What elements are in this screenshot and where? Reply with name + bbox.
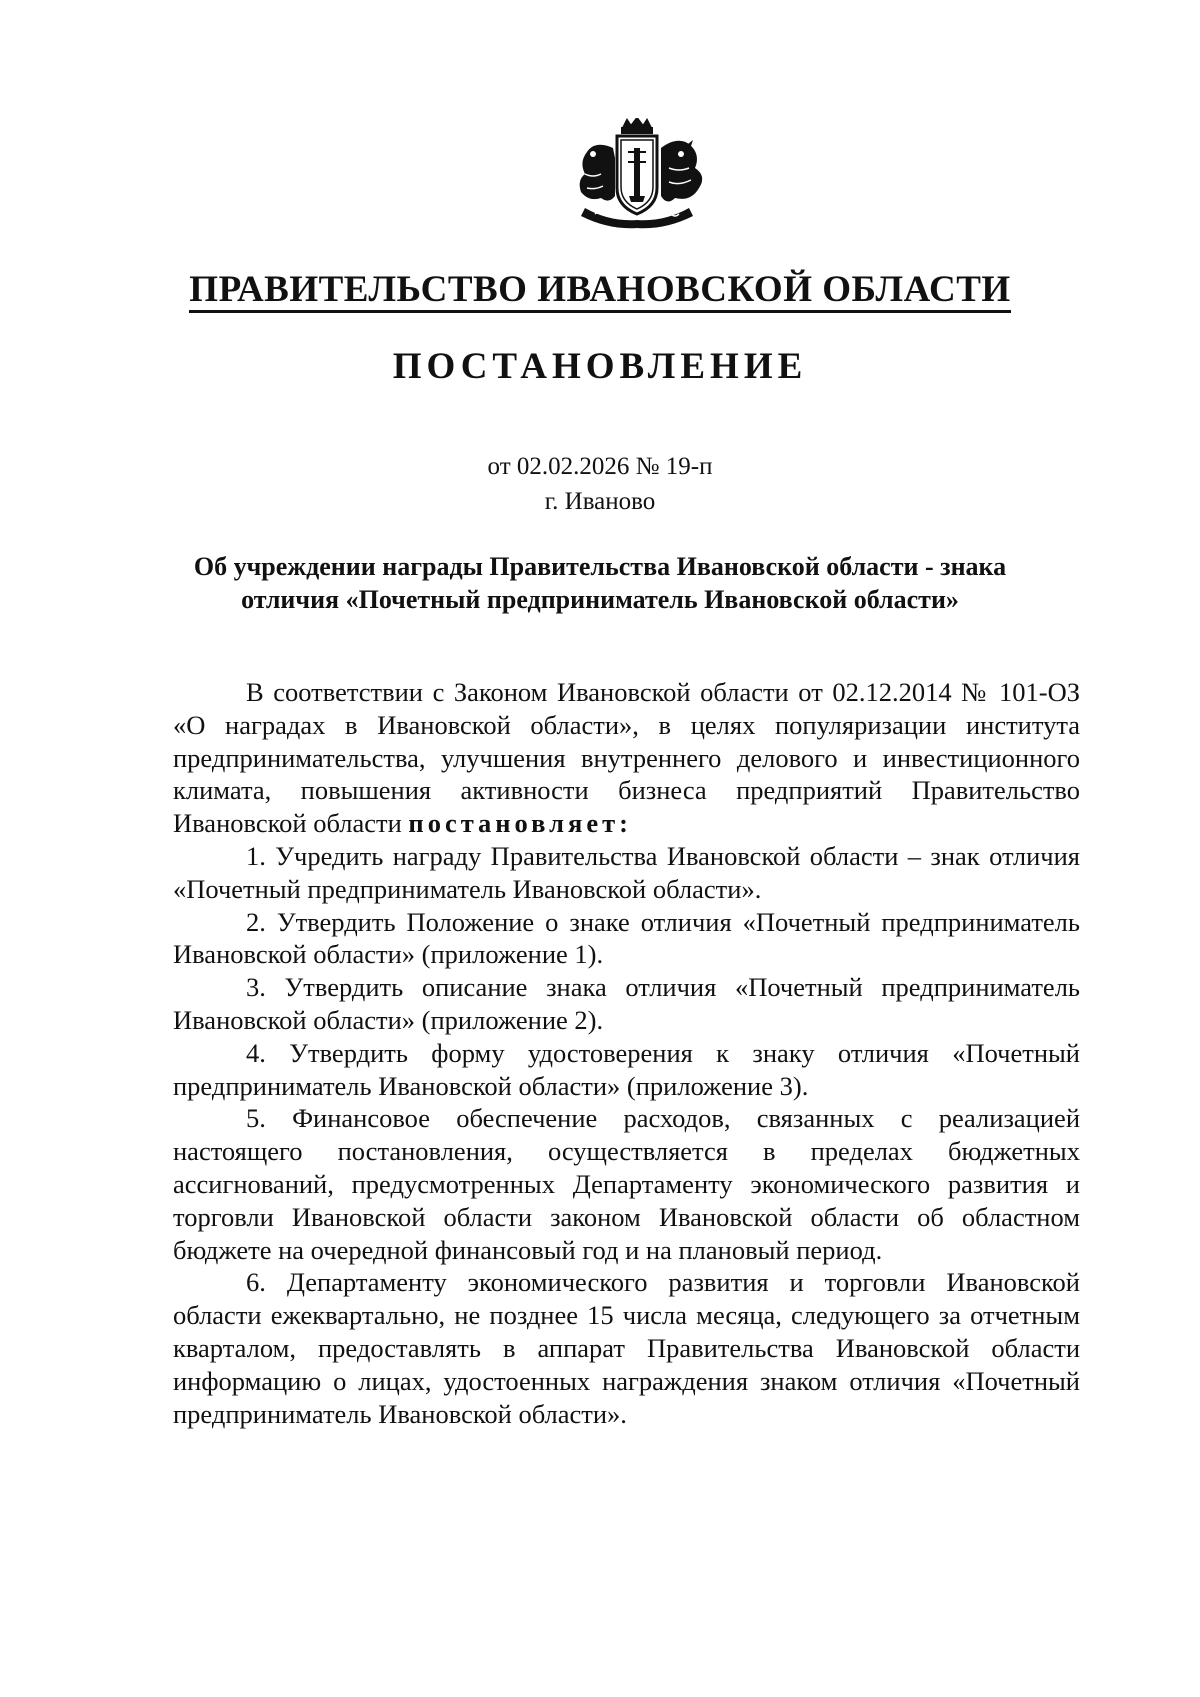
date-number: от 02.02.2026 № 19-п [487,453,713,480]
organization-title [0,268,1200,311]
item-2: 2. Утвердить Положение о знаке отличия «Почетный предприниматель Ивановской области» (приложение 1). [173,906,1080,970]
item-3: 3. Утвердить описание знака отличия «Почетный предприниматель Ивановской области» (приложение 2). [173,972,1080,1035]
coat-of-arms-icon [565,118,710,233]
subject-line-2: отличия «Почетный предприниматель Ивановской области» [241,585,959,614]
preamble-text: В соответствии с Законом Ивановской области от 02.12.2014 № 101-ОЗ «О наградах в Ивановской области», в целях популяризации института предпринимательства, улучшения внутреннего делового и инвестиционного климата, повышения активности бизнеса предприятий Правительство Ивановской области [173,677,1080,839]
organization-title-text: ПРАВИТЕЛЬСТВО ИВАНОВСКОЙ ОБЛАСТИ [189,269,1010,313]
document-body [173,676,1080,1430]
document-type: ПОСТАНОВЛЕНИЕ [392,346,808,387]
item-5: 5. Финансовое обеспечение расходов, связанных с реализацией настоящего постановления, осуществляется в пределах бюджетных ассигнований, предусмотренных Департаменту экономического развития и торговли Ивановской области законом Ивановской области об областном бюджете на очередной финансовый год и на плановый период. [173,1103,1080,1265]
item-4: 4. Утвердить форму удостоверения к знаку отличия «Почетный предприниматель Ивановской области» (приложение 3). [173,1037,1080,1101]
item-1: 1. Учредить награду Правительства Ивановской области – знак отличия «Почетный предприниматель Ивановской области». [173,840,1080,904]
item-6: 6. Департаменту экономического развития и торговли Ивановской области ежеквартально, не позднее 15 числа месяца, следующего за отчетным кварталом, предоставлять в аппарат Правительства Ивановской области информацию о лицах, удостоенных награждения знаком отличия «Почетный предприниматель Ивановской области». [173,1267,1080,1429]
document-subject [160,550,1040,616]
resolves-word: постановляет: [408,808,632,839]
city: г. Иваново [544,488,656,515]
subject-line-1: Об учреждении награды Правительства Ивановской области - знака [193,552,1007,581]
preamble-paragraph [173,676,1080,840]
